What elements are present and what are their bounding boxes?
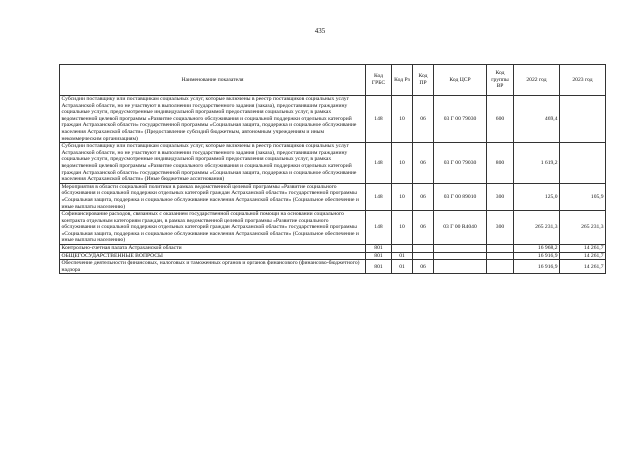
row-name: Мероприятия в области социальной политики в рамках ведомственной целевой программы «Развитие социального обслуживания и социальной поддержки отдельных категорий граждан Астраханской области» государственной программы «Социальная защита, поддержка и социальное обслуживание населения Астраханской области» (Социальное обеспечение и иные выплаты населению): [60, 183, 366, 210]
row-2023: 105,9: [560, 183, 606, 210]
row-pr: [413, 252, 434, 260]
header-csr: Код ЦСР: [434, 65, 487, 96]
row-2023: 265 231,3: [560, 211, 606, 245]
row-name: ОБЩЕГОСУДАРСТВЕННЫЕ ВОПРОСЫ: [60, 252, 366, 260]
row-name: Обеспечение деятельности финансовых, налоговых и таможенных органов и органов финансового (финансово-бюджетного) надзора: [60, 260, 366, 274]
table-row: [60, 245, 606, 253]
table-row: [60, 143, 606, 184]
row-pr: 06: [413, 211, 434, 245]
row-vr: 600: [487, 96, 514, 143]
row-2022: 125,0: [514, 183, 560, 210]
row-grbs: 801: [366, 260, 392, 274]
row-2022: 469,4: [514, 96, 560, 143]
row-2023: [560, 143, 606, 184]
row-2022: 265 231,3: [514, 211, 560, 245]
header-2022: 2022 год: [514, 65, 560, 96]
table-row: [60, 183, 606, 210]
row-grbs: 801: [366, 252, 392, 260]
row-grbs: 801: [366, 245, 392, 253]
budget-table: [59, 64, 606, 274]
row-2023: 14 261,7: [560, 252, 606, 260]
row-csr: 03 Г 00 89010: [434, 183, 487, 210]
row-pr: 06: [413, 183, 434, 210]
row-csr: [434, 260, 487, 274]
header-pr: Код ПР: [413, 65, 434, 96]
header-name: Наименование показателя: [60, 65, 366, 96]
row-grbs: 148: [366, 211, 392, 245]
row-csr: 03 Г 00 R4040: [434, 211, 487, 245]
table-header-row: [60, 65, 606, 96]
row-pr: [413, 245, 434, 253]
header-rz: Код Рз: [392, 65, 413, 96]
row-2022: 16 916,9: [514, 252, 560, 260]
row-2023: 14 261,7: [560, 245, 606, 253]
row-rz: 10: [392, 183, 413, 210]
row-name: Контрольно-счетная палата Астраханской области: [60, 245, 366, 253]
table-row: [60, 252, 606, 260]
row-pr: 06: [413, 260, 434, 274]
row-2022: 16 968,2: [514, 245, 560, 253]
row-rz: 10: [392, 143, 413, 184]
row-rz: [392, 245, 413, 253]
row-2022: 1 619,2: [514, 143, 560, 184]
row-2022: 16 916,9: [514, 260, 560, 274]
header-2023: 2023 год: [560, 65, 606, 96]
row-grbs: 148: [366, 143, 392, 184]
row-vr: [487, 245, 514, 253]
row-rz: 10: [392, 211, 413, 245]
table-row: [60, 96, 606, 143]
row-csr: 03 Г 00 79030: [434, 143, 487, 184]
row-csr: 03 Г 00 79030: [434, 96, 487, 143]
row-vr: 800: [487, 143, 514, 184]
row-csr: [434, 245, 487, 253]
row-2023: [560, 96, 606, 143]
row-rz: 10: [392, 96, 413, 143]
row-rz: 01: [392, 260, 413, 274]
row-vr: 300: [487, 211, 514, 245]
table-row: [60, 260, 606, 274]
header-grbs: Код ГРБС: [366, 65, 392, 96]
row-2023: 14 261,7: [560, 260, 606, 274]
row-grbs: 148: [366, 96, 392, 143]
row-name: Субсидии поставщику или поставщикам социальных услуг, которые включены в реестр поставщиков социальных услуг Астраханской области, но не участвуют в выполнении государственного задания (заказа), предоставившим гражданину социальные услуги, предусмотренные индивидуальной программой предоставления социальных услуг, в рамках ведомственной целевой программы «Развитие социального обслуживания и социальной поддержки отдельных категорий граждан Астраханской области» государственной программы «Социальная защита, поддержка и социальное обслуживание населения Астраханской области» (Иные бюджетные ассигнования): [60, 143, 366, 184]
row-pr: 06: [413, 96, 434, 143]
row-vr: [487, 260, 514, 274]
row-vr: [487, 252, 514, 260]
row-vr: 300: [487, 183, 514, 210]
row-name: Софинансирование расходов, связанных с оказанием государственной социальной помощи на основании социального контракта отдельным категориям граждан, в рамках ведомственной целевой программы «Развитие социального обслуживания и социальной поддержки отдельных категорий граждан Астраханской области» государственной программы «Социальная защита, поддержка и социальное обслуживание населения Астраханской области» (Социальное обеспечение и иные выплаты населению): [60, 211, 366, 245]
row-rz: 01: [392, 252, 413, 260]
row-grbs: 148: [366, 183, 392, 210]
row-name: Субсидии поставщику или поставщикам социальных услуг, которые включены в реестр поставщиков социальных услуг Астраханской области, но не участвуют в выполнении государственного задания (заказа), предоставившим гражданину социальные услуги, предусмотренные индивидуальной программой предоставления социальных услуг, в рамках ведомственной целевой программы «Развитие социального обслуживания и социальной поддержки отдельных категорий граждан Астраханской области» государственной программы «Социальная защита, поддержка и социальное обслуживание населения Астраханской области» (Предоставление субсидий бюджетным, автономным учреждениям и иным некоммерческим организациям): [60, 96, 366, 143]
row-csr: [434, 252, 487, 260]
table-row: [60, 211, 606, 245]
row-pr: 06: [413, 143, 434, 184]
page-number: 435: [314, 27, 326, 35]
header-vr: Код группы ВР: [487, 65, 514, 96]
